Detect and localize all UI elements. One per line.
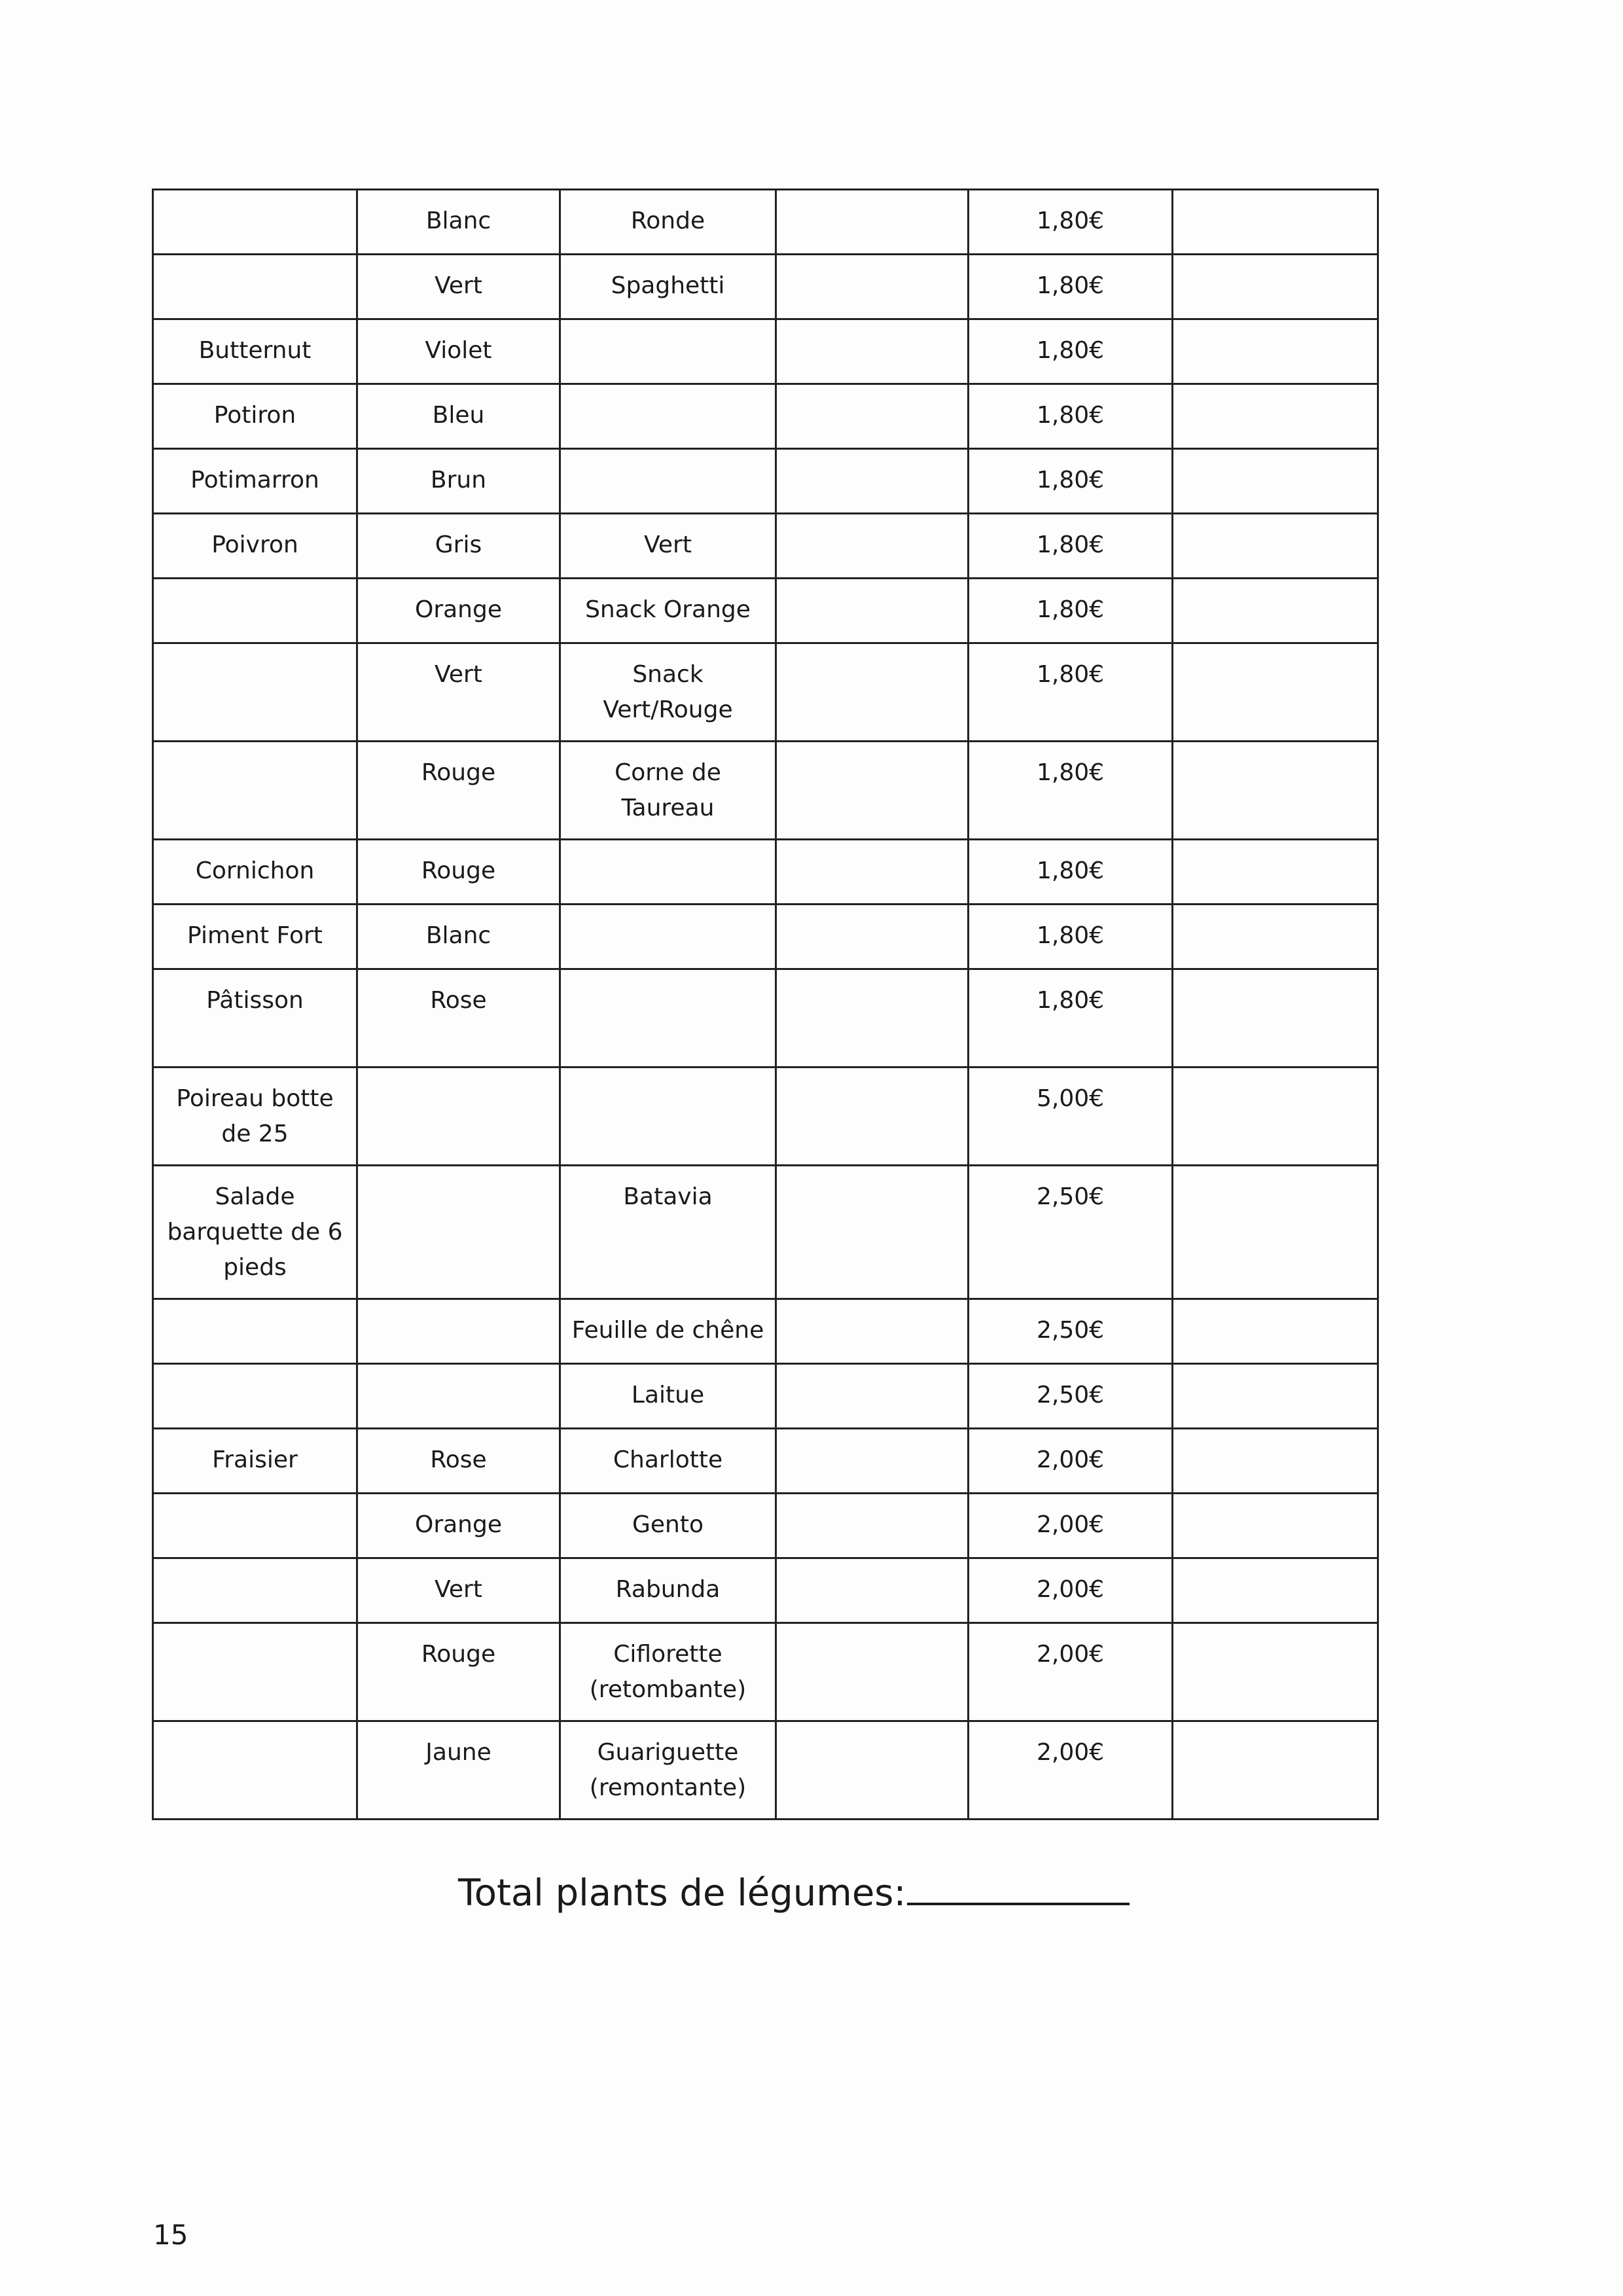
table-row (153, 1558, 1378, 1623)
cell-variete (560, 1067, 776, 1166)
cell-quantity-input[interactable] (776, 1494, 969, 1558)
cell-quantity-input[interactable] (776, 905, 969, 969)
cell-variete: Feuille de chêne (560, 1299, 776, 1364)
order-table (152, 188, 1379, 1820)
cell-total-input[interactable] (1173, 969, 1378, 1067)
cell-prix: 1,80€ (969, 969, 1173, 1067)
cell-prix: 2,00€ (969, 1429, 1173, 1494)
table-row (153, 1721, 1378, 1820)
cell-total-input[interactable] (1173, 319, 1378, 384)
cell-legume: Salade barquette de 6 pieds (153, 1166, 357, 1299)
cell-total-input[interactable] (1173, 1429, 1378, 1494)
cell-prix: 2,50€ (969, 1299, 1173, 1364)
cell-variete: Corne de Taureau (560, 742, 776, 840)
cell-couleur: Jaune (357, 1721, 560, 1820)
total-label: Total plants de légumes: (458, 1872, 906, 1914)
table-row (153, 1623, 1378, 1721)
cell-couleur: Blanc (357, 905, 560, 969)
cell-total-input[interactable] (1173, 384, 1378, 449)
cell-quantity-input[interactable] (776, 1623, 969, 1721)
cell-total-input[interactable] (1173, 190, 1378, 255)
cell-total-input[interactable] (1173, 905, 1378, 969)
table-row (153, 319, 1378, 384)
cell-variete: Charlotte (560, 1429, 776, 1494)
table-row (153, 643, 1378, 742)
table-row (153, 969, 1378, 1067)
cell-prix: 2,00€ (969, 1494, 1173, 1558)
table-row (153, 1067, 1378, 1166)
cell-legume: Piment Fort (153, 905, 357, 969)
table-row (153, 742, 1378, 840)
cell-variete: Spaghetti (560, 255, 776, 319)
total-blank-field[interactable] (907, 1869, 1130, 1905)
cell-couleur: Rouge (357, 742, 560, 840)
cell-prix: 2,50€ (969, 1166, 1173, 1299)
cell-prix: 1,80€ (969, 840, 1173, 905)
cell-quantity-input[interactable] (776, 1067, 969, 1166)
table-row (153, 190, 1378, 255)
cell-variete: Gento (560, 1494, 776, 1558)
cell-quantity-input[interactable] (776, 1166, 969, 1299)
cell-legume (153, 643, 357, 742)
cell-couleur: Rose (357, 1429, 560, 1494)
cell-prix: 2,50€ (969, 1364, 1173, 1429)
cell-couleur: Vert (357, 643, 560, 742)
cell-quantity-input[interactable] (776, 449, 969, 514)
cell-legume (153, 1364, 357, 1429)
cell-prix: 2,00€ (969, 1721, 1173, 1820)
cell-legume: Butternut (153, 319, 357, 384)
cell-variete (560, 449, 776, 514)
cell-couleur (357, 1364, 560, 1429)
cell-total-input[interactable] (1173, 840, 1378, 905)
cell-quantity-input[interactable] (776, 384, 969, 449)
cell-quantity-input[interactable] (776, 969, 969, 1067)
cell-legume: Poivron (153, 514, 357, 579)
cell-legume (153, 1623, 357, 1721)
cell-legume (153, 1721, 357, 1820)
cell-quantity-input[interactable] (776, 1299, 969, 1364)
cell-couleur: Vert (357, 1558, 560, 1623)
cell-total-input[interactable] (1173, 1067, 1378, 1166)
cell-quantity-input[interactable] (776, 514, 969, 579)
cell-legume (153, 255, 357, 319)
cell-variete: Vert (560, 514, 776, 579)
cell-prix: 1,80€ (969, 579, 1173, 643)
cell-prix: 1,80€ (969, 255, 1173, 319)
cell-prix: 1,80€ (969, 319, 1173, 384)
cell-quantity-input[interactable] (776, 190, 969, 255)
cell-quantity-input[interactable] (776, 643, 969, 742)
cell-total-input[interactable] (1173, 255, 1378, 319)
table-row (153, 579, 1378, 643)
cell-quantity-input[interactable] (776, 742, 969, 840)
cell-variete (560, 319, 776, 384)
cell-prix: 1,80€ (969, 643, 1173, 742)
cell-total-input[interactable] (1173, 643, 1378, 742)
cell-couleur (357, 1067, 560, 1166)
table-row (153, 905, 1378, 969)
page-number: 15 (153, 2219, 188, 2251)
table-row (153, 1364, 1378, 1429)
cell-total-input[interactable] (1173, 579, 1378, 643)
cell-prix: 5,00€ (969, 1067, 1173, 1166)
cell-variete: Ronde (560, 190, 776, 255)
cell-couleur: Violet (357, 319, 560, 384)
cell-legume: Cornichon (153, 840, 357, 905)
cell-quantity-input[interactable] (776, 840, 969, 905)
cell-total-input[interactable] (1173, 1364, 1378, 1429)
cell-variete (560, 384, 776, 449)
table-row (153, 1166, 1378, 1299)
cell-prix: 1,80€ (969, 449, 1173, 514)
cell-couleur: Orange (357, 579, 560, 643)
cell-couleur: Rouge (357, 1623, 560, 1721)
cell-legume: Pâtisson (153, 969, 357, 1067)
cell-couleur: Rose (357, 969, 560, 1067)
cell-total-input[interactable] (1173, 1558, 1378, 1623)
cell-legume (153, 579, 357, 643)
cell-quantity-input[interactable] (776, 1429, 969, 1494)
cell-legume: Fraisier (153, 1429, 357, 1494)
cell-variete: Snack Vert/Rouge (560, 643, 776, 742)
cell-total-input[interactable] (1173, 1494, 1378, 1558)
cell-total-input[interactable] (1173, 514, 1378, 579)
cell-variete: Batavia (560, 1166, 776, 1299)
cell-couleur: Vert (357, 255, 560, 319)
cell-variete (560, 905, 776, 969)
table-row (153, 840, 1378, 905)
cell-prix: 1,80€ (969, 384, 1173, 449)
cell-prix: 2,00€ (969, 1558, 1173, 1623)
cell-legume: Potimarron (153, 449, 357, 514)
cell-couleur: Brun (357, 449, 560, 514)
cell-variete: Laitue (560, 1364, 776, 1429)
cell-variete (560, 969, 776, 1067)
cell-legume (153, 190, 357, 255)
cell-total-input[interactable] (1173, 1721, 1378, 1820)
table-row (153, 255, 1378, 319)
cell-legume: Potiron (153, 384, 357, 449)
cell-variete (560, 840, 776, 905)
cell-couleur (357, 1299, 560, 1364)
cell-quantity-input[interactable] (776, 1364, 969, 1429)
cell-couleur: Rouge (357, 840, 560, 905)
cell-total-input[interactable] (1173, 1623, 1378, 1721)
cell-prix: 1,80€ (969, 742, 1173, 840)
cell-variete: Snack Orange (560, 579, 776, 643)
total-line (458, 1869, 1130, 1914)
cell-prix: 2,00€ (969, 1623, 1173, 1721)
cell-legume: Poireau botte de 25 (153, 1067, 357, 1166)
cell-prix: 1,80€ (969, 905, 1173, 969)
table-row (153, 1429, 1378, 1494)
cell-total-input[interactable] (1173, 1166, 1378, 1299)
cell-quantity-input[interactable] (776, 579, 969, 643)
table-row (153, 1494, 1378, 1558)
cell-quantity-input[interactable] (776, 1558, 969, 1623)
cell-total-input[interactable] (1173, 1299, 1378, 1364)
cell-couleur: Blanc (357, 190, 560, 255)
table-row (153, 1299, 1378, 1364)
cell-couleur (357, 1166, 560, 1299)
cell-legume (153, 1299, 357, 1364)
cell-variete: Ciflorette (retombante) (560, 1623, 776, 1721)
cell-variete: Rabunda (560, 1558, 776, 1623)
cell-couleur: Bleu (357, 384, 560, 449)
cell-quantity-input[interactable] (776, 255, 969, 319)
cell-prix: 1,80€ (969, 190, 1173, 255)
cell-legume (153, 1558, 357, 1623)
cell-quantity-input[interactable] (776, 319, 969, 384)
cell-prix: 1,80€ (969, 514, 1173, 579)
cell-legume (153, 1494, 357, 1558)
cell-variete: Guariguette (remontante) (560, 1721, 776, 1820)
cell-total-input[interactable] (1173, 449, 1378, 514)
cell-legume (153, 742, 357, 840)
table-row (153, 384, 1378, 449)
table-row (153, 514, 1378, 579)
table-row (153, 449, 1378, 514)
cell-couleur: Gris (357, 514, 560, 579)
cell-couleur: Orange (357, 1494, 560, 1558)
cell-quantity-input[interactable] (776, 1721, 969, 1820)
cell-total-input[interactable] (1173, 742, 1378, 840)
